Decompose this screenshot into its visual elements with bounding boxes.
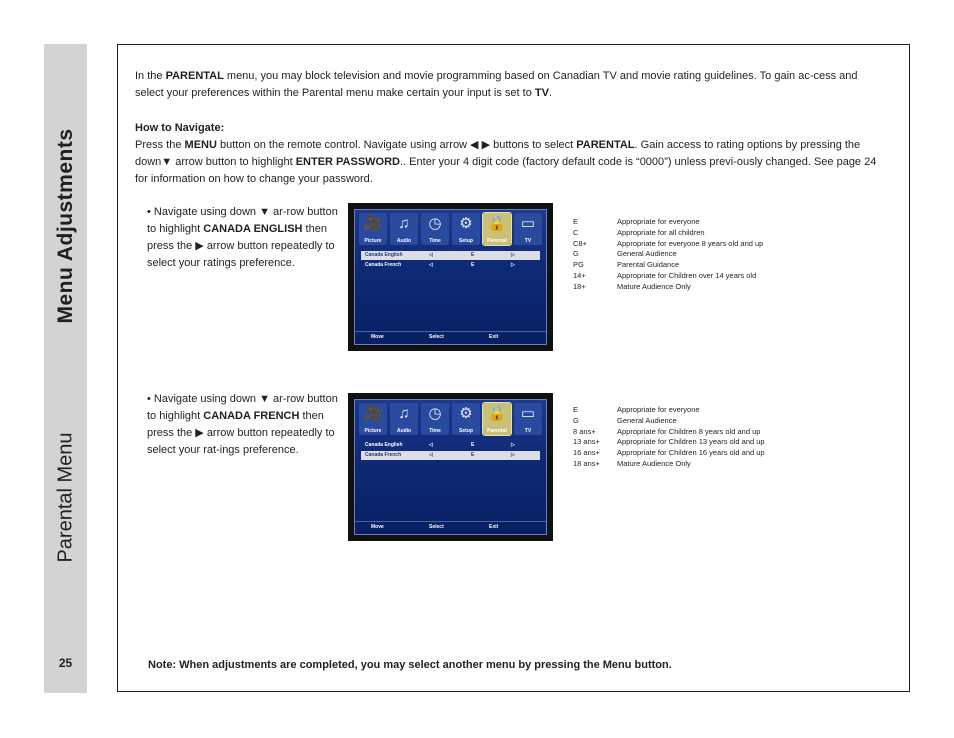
footer-move: Move <box>371 334 384 340</box>
page-number: 25 <box>58 656 73 670</box>
tv-set-icon: ▭ <box>520 215 536 232</box>
subsection-title: Parental Menu <box>54 432 76 563</box>
tab-setup: ⚙ Setup <box>452 213 480 245</box>
footer-exit: Exit <box>489 524 499 530</box>
film-camera-icon: 🎥 <box>363 215 383 232</box>
completion-note: Note: When adjustments are completed, you may select another menu by pressing the Menu button. <box>148 659 672 671</box>
tab-time: ◷ Time <box>421 403 449 435</box>
intro-paragraph: In the PARENTAL menu, you may block television and movie programming based on Canadian TV and movie rating guidelines. To gain ac-cess and select your preferences within the Parental menu make certain your input is set to TV. <box>135 70 858 99</box>
menu-tabs <box>359 403 542 435</box>
left-arrow-icon: ◁ <box>429 262 433 268</box>
tv-set-icon: ▭ <box>520 405 536 422</box>
how-to-navigate-text: Press the MENU button on the remote control. Navigate using arrow ◀ ▶ buttons to select PARENTAL. Gain access to rating options by pressing the down▼ arrow button to highlight ENTER PASSWORD.. Enter your 4 digit code (factory default code is “0000”) unless previ-ously changed. See page 24 for information on how to change your password. <box>135 139 877 185</box>
rating-row: E Appropriate for everyone <box>573 217 700 226</box>
clock-icon: ◷ <box>428 215 442 232</box>
padlock-icon: 🔒 <box>487 215 507 232</box>
row-canada-english: Canada English ◁ E ▷ <box>361 251 540 260</box>
rating-row: 16 ans+ Appropriate for Children 16 years old and up <box>573 448 765 458</box>
right-arrow-icon: ▷ <box>511 262 515 268</box>
sidebar <box>44 44 87 693</box>
rating-row: E Appropriate for everyone <box>573 405 700 414</box>
footer-exit: Exit <box>489 334 499 340</box>
section-title: Menu Adjustments <box>53 128 77 324</box>
left-arrow-icon: ◁ <box>429 452 433 458</box>
tab-picture: 🎥 Picture <box>359 213 387 245</box>
rating-row: C Appropriate for all children <box>573 227 705 237</box>
tv-footer <box>355 521 546 531</box>
rating-row: G General Audience <box>573 415 677 425</box>
tab-time: ◷ Time <box>421 213 449 245</box>
speaker-disc-icon: ♫ <box>398 215 410 232</box>
tab-audio: ♫ Audio <box>390 213 418 245</box>
tab-parental: 🔒 Parental <box>483 403 511 435</box>
gear-icon: ⚙ <box>459 215 473 232</box>
right-arrow-icon: ▷ <box>511 252 515 258</box>
footer-select: Select <box>429 334 444 340</box>
speaker-disc-icon: ♫ <box>398 405 410 422</box>
tab-tv: ▭ TV <box>514 213 542 245</box>
tab-setup: ⚙ Setup <box>452 403 480 435</box>
film-camera-icon: 🎥 <box>363 405 383 422</box>
rating-row: 18+ Mature Audience Only <box>573 281 691 291</box>
padlock-icon: 🔒 <box>487 405 507 422</box>
right-arrow-icon: ▷ <box>511 452 515 458</box>
row-canada-french: Canada French ◁ E ▷ <box>361 451 540 460</box>
menu-tabs <box>359 213 542 245</box>
how-to-navigate-heading: How to Navigate: <box>135 122 225 134</box>
right-arrow-icon: ▷ <box>511 442 515 448</box>
english-instructions: • Navigate using down ▼ ar-row button to highlight CANADA ENGLISH then press the ▶ arrow button repeatedly to select your ratings preference. <box>147 206 338 269</box>
rating-row: 18 ans+ Mature Audience Only <box>573 458 691 468</box>
tv-screen-english <box>348 203 553 351</box>
left-arrow-icon: ◁ <box>429 252 433 258</box>
rating-row: 14+ Appropriate for Children over 14 years old <box>573 270 757 280</box>
tv-footer <box>355 331 546 341</box>
footer-move: Move <box>371 524 384 530</box>
english-ratings-table <box>573 217 763 293</box>
tab-tv: ▭ TV <box>514 403 542 435</box>
tv-screen-french <box>348 393 553 541</box>
rating-row: 8 ans+ Appropriate for Children 8 years old and up <box>573 426 761 436</box>
rating-row: G General Audience <box>573 249 677 259</box>
french-ratings-table <box>573 405 765 470</box>
rating-row: PG Parental Guidance <box>573 260 680 270</box>
clock-icon: ◷ <box>428 405 442 422</box>
tab-parental: 🔒 Parental <box>483 213 511 245</box>
row-canada-english: Canada English ◁ E ▷ <box>365 442 515 448</box>
french-instructions: • Navigate using down ▼ ar-row button to highlight CANADA FRENCH then press the ▶ arrow button repeatedly to select your rat-ings preference. <box>147 393 338 456</box>
row-canada-french: Canada French ◁ E ▷ <box>365 262 515 268</box>
footer-select: Select <box>429 524 444 530</box>
rating-row: C8+ Appropriate for everyone 8 years old and up <box>573 238 764 248</box>
tab-picture: 🎥 Picture <box>359 403 387 435</box>
gear-icon: ⚙ <box>459 405 473 422</box>
rating-row: 13 ans+ Appropriate for Children 13 years old and up <box>573 437 765 447</box>
tab-audio: ♫ Audio <box>390 403 418 435</box>
left-arrow-icon: ◁ <box>429 442 433 448</box>
